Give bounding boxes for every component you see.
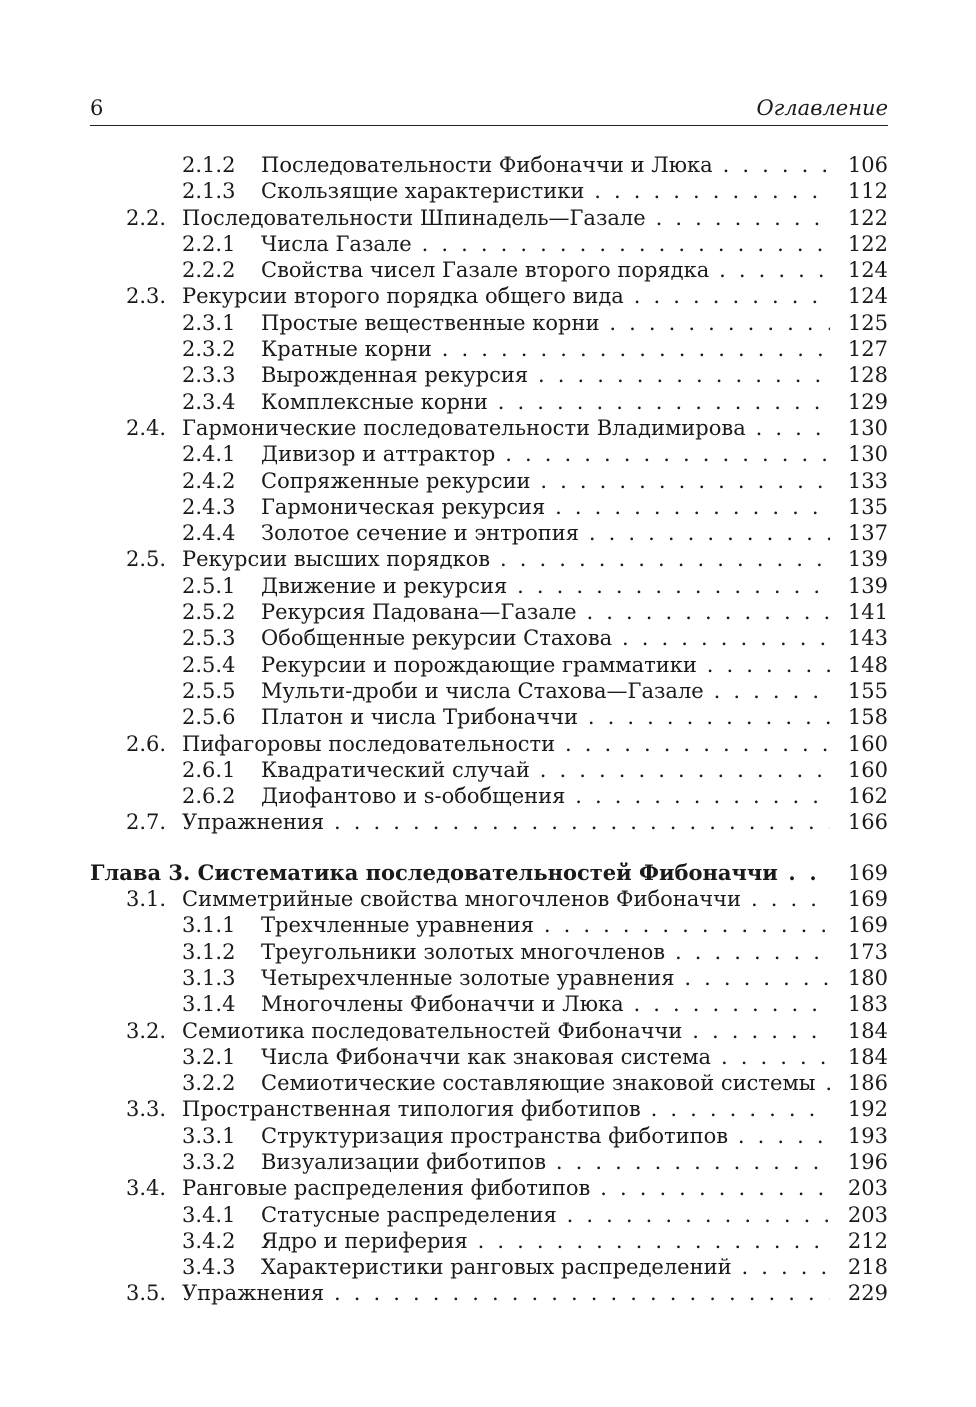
toc-entry-number: 2.6. bbox=[126, 731, 167, 756]
toc-subsection-entry[interactable] bbox=[90, 178, 888, 204]
toc-entry-title: Рекурсии второго порядка общего вида . . . bbox=[182, 283, 830, 309]
toc-entry-title: Платон и числа Трибоначчи . . . bbox=[261, 704, 830, 730]
toc-entry-number: 3.1.2 bbox=[182, 939, 236, 964]
toc-entry-page: 122 bbox=[834, 205, 888, 231]
toc-entry-title: Золотое сечение и энтропия . . . bbox=[261, 520, 830, 546]
toc-entry-page: 141 bbox=[834, 599, 888, 625]
toc-entry-page: 112 bbox=[834, 178, 888, 204]
toc-entry-page: 180 bbox=[834, 965, 888, 991]
toc-entry-title: Вырожденная рекурсия . . . bbox=[261, 362, 830, 388]
toc-subsection-entry[interactable] bbox=[90, 362, 888, 388]
toc-entry-title: Числа Газале . . . bbox=[261, 231, 830, 257]
toc-entry-page: 139 bbox=[834, 546, 888, 572]
toc-subsection-entry[interactable] bbox=[90, 152, 888, 178]
toc-entry-title: Ядро и периферия . . . bbox=[261, 1228, 830, 1254]
toc-entry-title: Рекурсии и порождающие грамматики . . . bbox=[261, 652, 830, 678]
toc-entry-number: 3.4.3 bbox=[182, 1255, 236, 1280]
toc-entry-page: 148 bbox=[834, 652, 888, 678]
toc-entry-title: Движение и рекурсия . . . bbox=[261, 573, 830, 599]
toc-subsection-entry[interactable] bbox=[90, 625, 888, 651]
toc-section-entry[interactable] bbox=[90, 1175, 888, 1201]
toc-subsection-entry[interactable] bbox=[90, 1123, 888, 1149]
toc-subsection-entry[interactable] bbox=[90, 1044, 888, 1070]
toc-entry-number: 2.4.4 bbox=[182, 521, 236, 546]
toc-entry-number: 3.2. bbox=[126, 1018, 167, 1043]
toc-entry-page: 169 bbox=[834, 912, 888, 938]
toc-entry-title: Мульти-дроби и числа Стахова—Газале . . . bbox=[261, 678, 830, 704]
toc-entry-title: Пространственная типология фиботипов . . . bbox=[182, 1096, 830, 1122]
toc-entry-page: 124 bbox=[834, 257, 888, 283]
toc-section-entry[interactable] bbox=[90, 205, 888, 231]
toc-entry-title: Статусные распределения . . . bbox=[261, 1202, 830, 1228]
toc-subsection-entry[interactable] bbox=[90, 704, 888, 730]
toc-entry-page: 155 bbox=[834, 678, 888, 704]
toc-entry-title: Последовательности Фибоначчи и Люка . . . bbox=[261, 152, 830, 178]
toc-section-entry[interactable] bbox=[90, 886, 888, 912]
toc-subsection-entry[interactable] bbox=[90, 652, 888, 678]
toc-entry-number: 2.3.3 bbox=[182, 363, 236, 388]
toc-subsection-entry[interactable] bbox=[90, 231, 888, 257]
toc-subsection-entry[interactable] bbox=[90, 965, 888, 991]
toc-entry-title: Рекурсия Падована—Газале . . . bbox=[261, 599, 830, 625]
toc-entry-page: 133 bbox=[834, 468, 888, 494]
toc-entry-title: Треугольники золотых многочленов . . . bbox=[261, 939, 830, 965]
toc-subsection-entry[interactable] bbox=[90, 494, 888, 520]
toc-section-entry[interactable] bbox=[90, 809, 888, 835]
toc-entry-number: 2.5. bbox=[126, 547, 167, 572]
toc-entry-number: 3.1.3 bbox=[182, 965, 236, 990]
table-of-contents bbox=[90, 152, 888, 1307]
toc-entry-page: 127 bbox=[834, 336, 888, 362]
toc-entry-page: 137 bbox=[834, 520, 888, 546]
toc-entry-title: Характеристики ранговых распределений . . . bbox=[261, 1254, 830, 1280]
toc-entry-title: Рекурсии высших порядков . . . bbox=[182, 546, 830, 572]
toc-entry-number: 2.1.3 bbox=[182, 179, 236, 204]
toc-entry-number: 2.3. bbox=[126, 284, 167, 309]
toc-subsection-entry[interactable] bbox=[90, 336, 888, 362]
toc-entry-title: Скользящие характеристики . . . bbox=[261, 178, 830, 204]
toc-entry-number: 2.1.2 bbox=[182, 153, 236, 177]
toc-entry-page: 184 bbox=[834, 1018, 888, 1044]
toc-subsection-entry[interactable] bbox=[90, 757, 888, 783]
toc-entry-page: 166 bbox=[834, 809, 888, 835]
toc-entry-title: Многочлены Фибоначчи и Люка . . . bbox=[261, 991, 830, 1017]
toc-entry-title: Четырехчленные золотые уравнения . . . bbox=[261, 965, 830, 991]
toc-entry-page: 229 bbox=[834, 1280, 888, 1306]
toc-subsection-entry[interactable] bbox=[90, 1070, 888, 1096]
toc-entry-page: 130 bbox=[834, 415, 888, 441]
toc-entry-number: 3.2.1 bbox=[182, 1044, 236, 1069]
toc-entry-title: Семиотика последовательностей Фибоначчи . . . bbox=[182, 1018, 830, 1044]
toc-entry-title: Числа Фибоначчи как знаковая система . . . bbox=[261, 1044, 830, 1070]
toc-subsection-entry[interactable] bbox=[90, 573, 888, 599]
toc-entry-page: 125 bbox=[834, 310, 888, 336]
toc-subsection-entry[interactable] bbox=[90, 468, 888, 494]
toc-subsection-entry[interactable] bbox=[90, 441, 888, 467]
toc-entry-number: 3.4. bbox=[126, 1176, 167, 1201]
toc-entry-page: 130 bbox=[834, 441, 888, 467]
toc-entry-number: 2.5.3 bbox=[182, 626, 236, 651]
toc-entry-number: 2.2.2 bbox=[182, 258, 236, 283]
toc-entry-title: Семиотические составляющие знаковой системы . . . bbox=[261, 1070, 830, 1096]
toc-entry-title: Гармоническая рекурсия . . . bbox=[261, 494, 830, 520]
toc-entry-title: Дивизор и аттрактор . . . bbox=[261, 441, 830, 467]
toc-entry-page: 192 bbox=[834, 1096, 888, 1122]
toc-entry-number: 2.4.3 bbox=[182, 494, 236, 519]
toc-entry-number: 2.5.4 bbox=[182, 652, 236, 677]
toc-entry-page: 186 bbox=[834, 1070, 888, 1096]
toc-chapter-entry[interactable] bbox=[90, 860, 888, 886]
toc-subsection-entry[interactable] bbox=[90, 783, 888, 809]
toc-subsection-entry[interactable] bbox=[90, 991, 888, 1017]
toc-section-entry[interactable] bbox=[90, 1018, 888, 1044]
running-title: Оглавление bbox=[756, 96, 888, 120]
toc-entry-page: 212 bbox=[834, 1228, 888, 1254]
toc-entry-title: Упражнения . . . bbox=[182, 1280, 830, 1306]
toc-entry-page: 143 bbox=[834, 625, 888, 651]
toc-entry-title: Упражнения . . . bbox=[182, 809, 830, 835]
toc-subsection-entry[interactable] bbox=[90, 939, 888, 965]
toc-entry-page: 169 bbox=[834, 886, 888, 912]
toc-entry-page: 129 bbox=[834, 389, 888, 415]
toc-entry-number: 3.1.1 bbox=[182, 913, 236, 938]
toc-entry-page: 160 bbox=[834, 731, 888, 757]
toc-entry-number: 2.2. bbox=[126, 205, 167, 230]
toc-section-entry[interactable] bbox=[90, 1096, 888, 1122]
toc-entry-number: 2.4.2 bbox=[182, 468, 236, 493]
toc-entry-page: 124 bbox=[834, 283, 888, 309]
toc-entry-page: 203 bbox=[834, 1175, 888, 1201]
toc-entry-title: Глава 3. Систематика последовательностей Фибоначчи . . . bbox=[90, 860, 830, 886]
toc-entry-title: Трехчленные уравнения . . . bbox=[261, 912, 830, 938]
toc-entry-number: 2.4.1 bbox=[182, 442, 236, 467]
toc-entry-title: Комплексные корни . . . bbox=[261, 389, 830, 415]
toc-entry-number: 3.2.2 bbox=[182, 1071, 236, 1096]
toc-entry-page: 128 bbox=[834, 362, 888, 388]
toc-entry-number: 2.5.2 bbox=[182, 600, 236, 625]
toc-entry-number: 2.6.2 bbox=[182, 784, 236, 809]
toc-entry-page: 160 bbox=[834, 757, 888, 783]
toc-section-entry[interactable] bbox=[90, 283, 888, 309]
toc-entry-page: 162 bbox=[834, 783, 888, 809]
toc-subsection-entry[interactable] bbox=[90, 1228, 888, 1254]
toc-entry-title: Пифагоровы последовательности . . . bbox=[182, 731, 830, 757]
toc-entry-number: 3.1. bbox=[126, 887, 167, 912]
toc-entry-title: Свойства чисел Газале второго порядка . . . bbox=[261, 257, 830, 283]
toc-subsection-entry[interactable] bbox=[90, 1254, 888, 1280]
toc-entry-title: Кратные корни . . . bbox=[261, 336, 830, 362]
toc-entry-page: 183 bbox=[834, 991, 888, 1017]
toc-entry-title: Ранговые распределения фиботипов . . . bbox=[182, 1175, 830, 1201]
toc-entry-page: 193 bbox=[834, 1123, 888, 1149]
toc-entry-number: 3.1.4 bbox=[182, 992, 236, 1017]
toc-entry-title: Структуризация пространства фиботипов . . . bbox=[261, 1123, 830, 1149]
toc-entry-page: 173 bbox=[834, 939, 888, 965]
toc-entry-page: 184 bbox=[834, 1044, 888, 1070]
toc-entry-page: 169 bbox=[834, 860, 888, 886]
toc-subsection-entry[interactable] bbox=[90, 1202, 888, 1228]
toc-entry-page: 122 bbox=[834, 231, 888, 257]
toc-entry-page: 196 bbox=[834, 1149, 888, 1175]
toc-section-entry[interactable] bbox=[90, 415, 888, 441]
toc-entry-number: 2.7. bbox=[126, 810, 167, 835]
page-number: 6 bbox=[90, 96, 104, 120]
toc-subsection-entry[interactable] bbox=[90, 310, 888, 336]
toc-entry-title: Визуализации фиботипов . . . bbox=[261, 1149, 830, 1175]
toc-section-entry[interactable] bbox=[90, 546, 888, 572]
toc-entry-number: 2.5.1 bbox=[182, 573, 236, 598]
toc-entry-title: Гармонические последовательности Владимирова . . . bbox=[182, 415, 830, 441]
toc-entry-title: Квадратический случай . . . bbox=[261, 757, 830, 783]
toc-entry-number: 3.3. bbox=[126, 1097, 167, 1122]
toc-entry-number: 2.5.5 bbox=[182, 678, 236, 703]
toc-subsection-entry[interactable] bbox=[90, 1149, 888, 1175]
toc-subsection-entry[interactable] bbox=[90, 678, 888, 704]
toc-entry-number: 2.6.1 bbox=[182, 757, 236, 782]
toc-subsection-entry[interactable] bbox=[90, 257, 888, 283]
toc-entry-number: 3.5. bbox=[126, 1281, 167, 1306]
toc-entry-number: 3.4.1 bbox=[182, 1202, 236, 1227]
toc-subsection-entry[interactable] bbox=[90, 912, 888, 938]
toc-entry-number: 2.3.2 bbox=[182, 337, 236, 362]
toc-subsection-entry[interactable] bbox=[90, 520, 888, 546]
toc-entry-page: 139 bbox=[834, 573, 888, 599]
toc-section-entry[interactable] bbox=[90, 1280, 888, 1306]
toc-entry-title: Обобщенные рекурсии Стахова . . . bbox=[261, 625, 830, 651]
toc-section-entry[interactable] bbox=[90, 731, 888, 757]
toc-entry-title: Диофантово и s-обобщения . . . bbox=[261, 783, 830, 809]
toc-entry-page: 135 bbox=[834, 494, 888, 520]
toc-entry-title: Сопряженные рекурсии . . . bbox=[261, 468, 830, 494]
toc-entry-number: 2.4. bbox=[126, 415, 167, 440]
header-rule bbox=[90, 125, 888, 126]
toc-entry-title: Простые вещественные корни . . . bbox=[261, 310, 830, 336]
toc-entry-number: 3.3.1 bbox=[182, 1123, 236, 1148]
toc-entry-number: 2.2.1 bbox=[182, 231, 236, 256]
toc-subsection-entry[interactable] bbox=[90, 389, 888, 415]
toc-entry-number: 2.3.1 bbox=[182, 310, 236, 335]
toc-entry-title: Последовательности Шпинадель—Газале . . . bbox=[182, 205, 830, 231]
toc-entry-title: Симметрийные свойства многочленов Фибоначчи . . . bbox=[182, 886, 830, 912]
toc-entry-page: 106 bbox=[834, 152, 888, 178]
toc-entry-page: 218 bbox=[834, 1254, 888, 1280]
toc-entry-number: 2.3.4 bbox=[182, 389, 236, 414]
toc-entry-number: 2.5.6 bbox=[182, 705, 236, 730]
toc-subsection-entry[interactable] bbox=[90, 599, 888, 625]
toc-entry-number: 3.3.2 bbox=[182, 1149, 236, 1174]
toc-entry-page: 203 bbox=[834, 1202, 888, 1228]
toc-entry-number: 3.4.2 bbox=[182, 1228, 236, 1253]
toc-entry-page: 158 bbox=[834, 704, 888, 730]
